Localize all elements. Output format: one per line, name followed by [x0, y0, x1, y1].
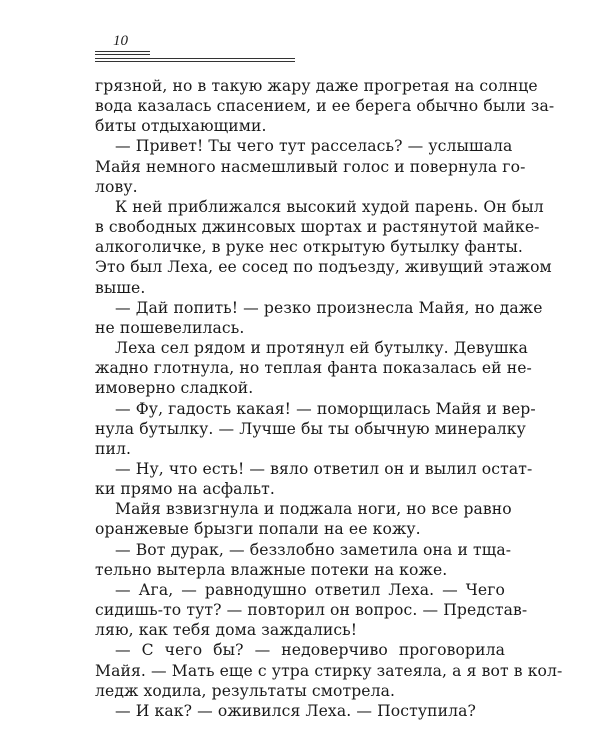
- header-rule-long-top: [95, 58, 295, 59]
- text-line: вода казалась спасением, и ее берега обычно были за-: [95, 97, 555, 116]
- text-line: пил.: [95, 439, 132, 458]
- page-number: 10: [113, 33, 128, 49]
- text-line: алкоголичке, в руке нес открытую бутылку фанты.: [95, 238, 523, 257]
- text-line: ки прямо на асфальт.: [95, 480, 275, 499]
- text-line: ледж ходила, результаты смотрела.: [95, 681, 396, 700]
- text-line: — С чего бы? — недоверчиво проговорила: [115, 641, 505, 660]
- text-line: грязной, но в такую жару даже прогретая на солнце: [95, 77, 538, 95]
- text-line: лову.: [95, 177, 138, 196]
- header-rule-short-bottom: [95, 54, 150, 55]
- text-line: Майя. — Мать еще с утра стирку затеяла, а я вот в кол-: [95, 661, 563, 680]
- text-line: тельно вытерла влажные потеки на коже.: [95, 560, 448, 579]
- text-body: [95, 76, 563, 721]
- text-line: Леха сел рядом и протянул ей бутылку. Девушка: [115, 339, 528, 358]
- text-line: — И как? — оживился Леха. — Поступила?: [115, 701, 476, 720]
- text-line: К ней приближался высокий худой парень. Он был: [115, 197, 544, 216]
- text-line: оранжевые брызги попали на ее кожу.: [95, 520, 421, 539]
- text-line: — Ну, что есть! — вяло ответил он и вылил остат-: [115, 459, 533, 478]
- text-line: ляю, как тебя дома заждались!: [95, 621, 358, 640]
- text-line: — Привет! Ты чего тут расселась? — услышала: [115, 137, 513, 156]
- header-rule-short-top: [95, 51, 150, 52]
- text-line: Майя немного насмешливый голос и повернула го-: [95, 157, 526, 176]
- text-line: Майя взвизгнула и поджала ноги, но все равно: [115, 500, 512, 519]
- text-line: — Дай попить! — резко произнесла Майя, но даже: [115, 298, 543, 317]
- text-line: сидишь-то тут? — повторил он вопрос. — Представ-: [95, 601, 528, 620]
- text-line: биты отдыхающими.: [95, 117, 267, 136]
- text-line: в свободных джинсовых шортах и растянутой майке-: [95, 218, 540, 237]
- text-line: не пошевелилась.: [95, 318, 245, 337]
- text-line: выше.: [95, 278, 146, 297]
- text-line: жадно глотнула, но теплая фанта показалась ей не-: [95, 359, 532, 378]
- text-line: — Фу, гадость какая! — поморщилась Майя и вер-: [115, 399, 536, 418]
- text-line: — Ага, — равнодушно ответил Леха. — Чего: [115, 580, 505, 599]
- text-line: имоверно сладкой.: [95, 379, 254, 398]
- text-line: Это был Леха, ее сосед по подъезду, живущий этажом: [95, 258, 552, 277]
- text-line: нула бутылку. — Лучше бы ты обычную минералку: [95, 419, 526, 438]
- text-line: — Вот дурак, — беззлобно заметила она и тща-: [115, 540, 512, 559]
- header-rule-long-bottom: [95, 61, 295, 62]
